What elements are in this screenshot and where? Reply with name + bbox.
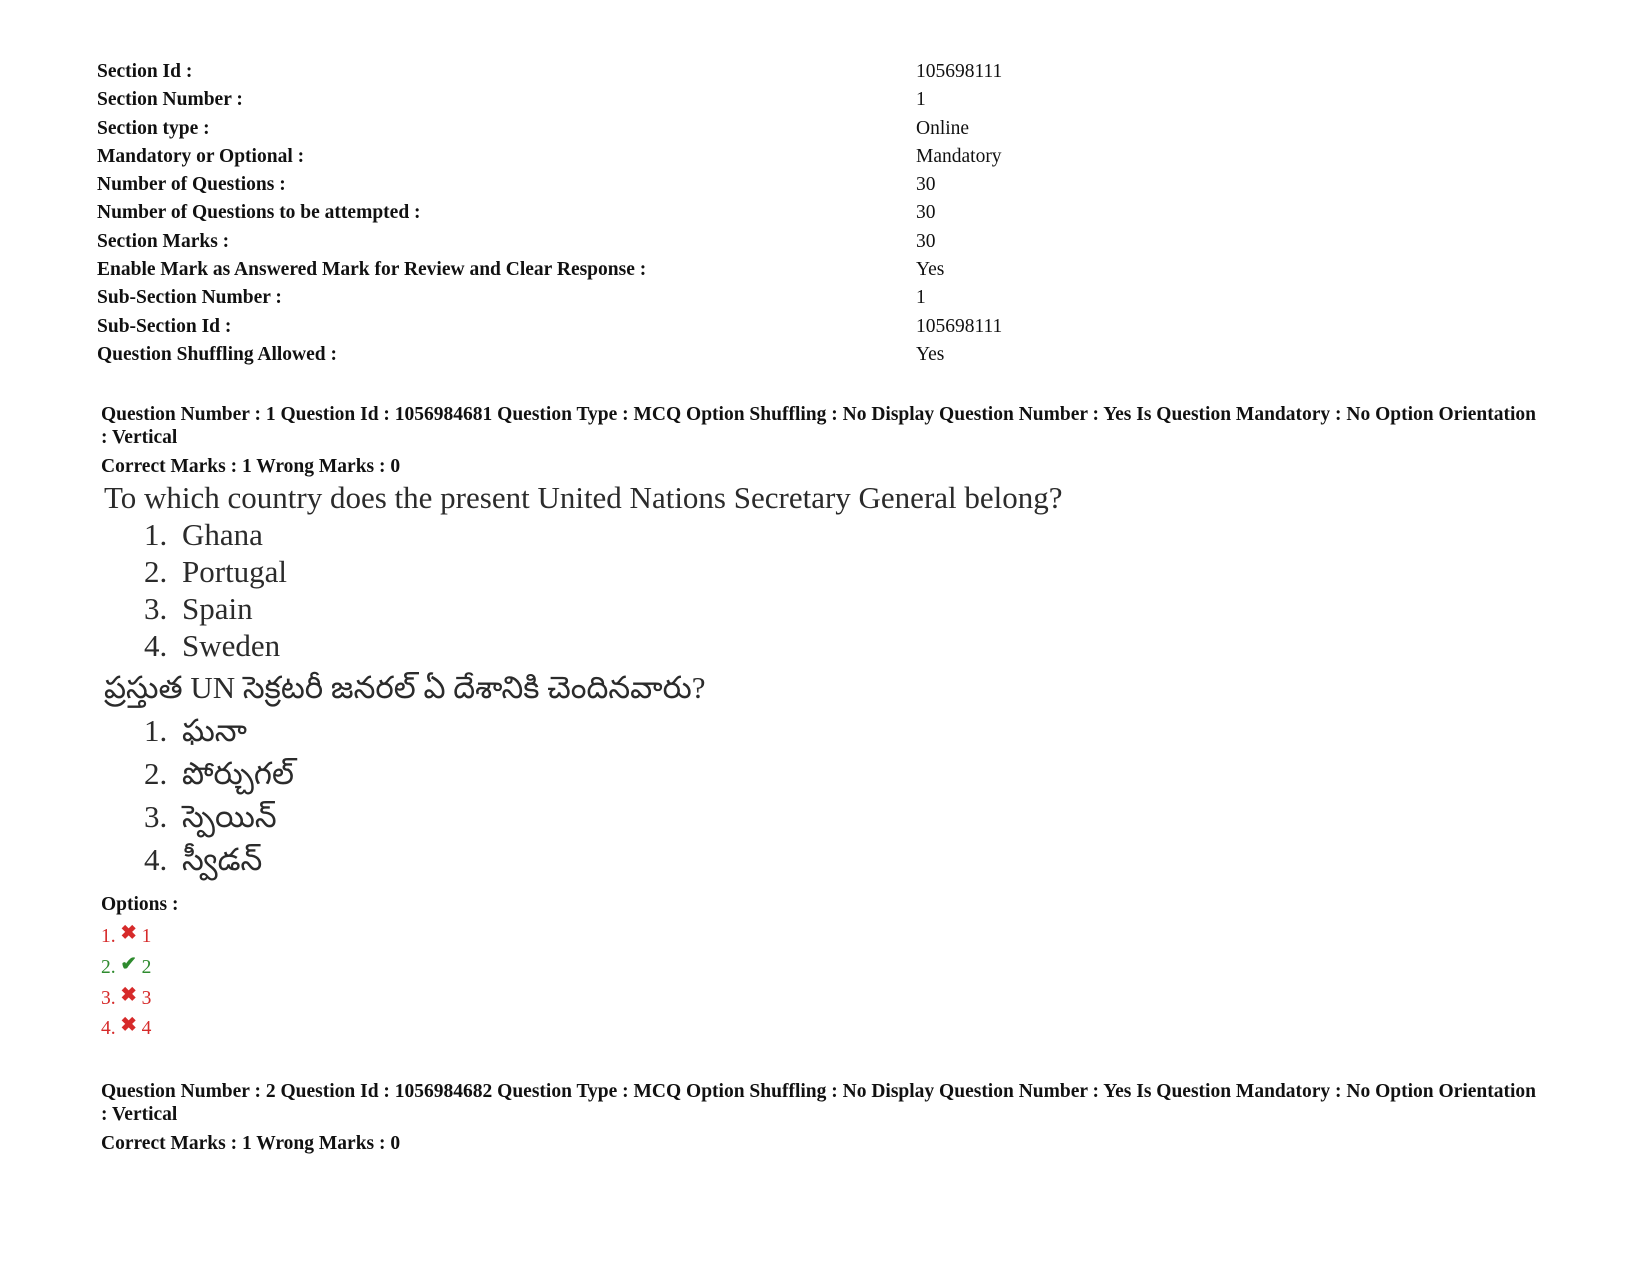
section-number-label: Section Number : (97, 89, 243, 111)
section-marks-label: Section Marks : (97, 230, 230, 252)
option-english-4 (144, 628, 280, 664)
attempt-count-row (97, 199, 1497, 227)
answer-option-2 (101, 955, 151, 979)
answer-option-1 (101, 924, 151, 948)
question-2-marks: Correct Marks : 1 Wrong Marks : 0 (101, 1133, 401, 1154)
question-1-header: Question Number : 1 Question Id : 1056984681 Question Type : MCQ Option Shuffling : No Display Question Number : Yes Is Question Mandatory : No Option Orientation : Vertical (101, 404, 1537, 448)
answer-option-4 (101, 1016, 151, 1040)
option-english-2 (144, 554, 287, 590)
section-number-row (97, 86, 1497, 114)
enable-mark-value: Yes (916, 259, 945, 281)
subsection-number-value: 1 (916, 287, 926, 309)
subsection-number-row (97, 284, 1497, 312)
option-text: Portugal (182, 554, 288, 589)
enable-mark-row (97, 256, 1497, 284)
answer-number: 1. (101, 926, 116, 947)
option-text: Spain (182, 591, 253, 626)
option-telugu-1 (144, 713, 247, 756)
question-2-info (101, 1080, 1541, 1158)
question-1-info (101, 403, 1541, 481)
mandatory-label: Mandatory or Optional : (97, 145, 305, 167)
wrong-cross-icon: ✖ (120, 923, 137, 944)
section-marks-row (97, 228, 1497, 256)
question-1-content (104, 480, 1204, 890)
question-2-header: Question Number : 2 Question Id : 1056984682 Question Type : MCQ Option Shuffling : No Display Question Number : Yes Is Question Mandatory : No Option Orientation : Vertical (101, 1081, 1537, 1125)
shuffling-label: Question Shuffling Allowed : (97, 343, 338, 365)
option-english-1 (144, 517, 263, 553)
option-telugu-4 (144, 842, 262, 885)
mandatory-value: Mandatory (916, 145, 1002, 167)
attempt-count-value: 30 (916, 202, 936, 224)
option-number: 1. (144, 713, 168, 748)
answer-value: 2 (141, 957, 152, 978)
option-number: 4. (144, 842, 168, 877)
section-type-row (97, 115, 1497, 143)
answer-option-3 (101, 986, 151, 1010)
option-number: 3. (144, 799, 168, 834)
option-telugu-2 (144, 756, 294, 799)
option-text: Ghana (182, 517, 263, 552)
section-id-value: 105698111 (916, 61, 1003, 82)
answer-value: 1 (141, 926, 152, 947)
question-1-marks: Correct Marks : 1 Wrong Marks : 0 (101, 456, 401, 477)
option-number: 4. (144, 628, 168, 663)
answer-number: 4. (101, 1018, 116, 1039)
section-id-row (97, 58, 1497, 86)
section-info (97, 58, 1497, 369)
option-telugu-3 (144, 799, 277, 842)
shuffling-row (97, 341, 1497, 369)
section-marks-value: 30 (916, 230, 936, 252)
question-count-value: 30 (916, 174, 936, 196)
subsection-number-label: Sub-Section Number : (97, 287, 282, 309)
attempt-count-label: Number of Questions to be attempted : (97, 202, 421, 224)
correct-check-icon: ✔ (120, 954, 137, 975)
option-number: 3. (144, 591, 168, 626)
shuffling-value: Yes (916, 343, 945, 365)
options-heading: Options : (101, 894, 179, 915)
answer-value: 3 (141, 988, 152, 1009)
enable-mark-label: Enable Mark as Answered Mark for Review and Clear Response : (97, 259, 647, 281)
wrong-cross-icon: ✖ (120, 985, 137, 1006)
answer-number: 2. (101, 957, 116, 978)
option-number: 2. (144, 756, 168, 791)
answer-value: 4 (141, 1018, 152, 1039)
wrong-cross-icon: ✖ (120, 1015, 137, 1036)
option-text: Sweden (182, 628, 281, 663)
option-text: స్పెయిన్ (182, 799, 277, 834)
question-text-english: To which country does the present United Nations Secretary General belong? (104, 480, 1063, 515)
subsection-id-value: 105698111 (916, 315, 1003, 337)
section-id-label: Section Id : (97, 61, 193, 82)
mandatory-row (97, 143, 1497, 171)
question-count-label: Number of Questions : (97, 174, 286, 196)
option-text: పోర్చుగల్ (182, 756, 294, 791)
subsection-id-label: Sub-Section Id : (97, 315, 232, 337)
answer-number: 3. (101, 988, 116, 1009)
option-number: 2. (144, 554, 168, 589)
section-type-label: Section type : (97, 117, 210, 139)
section-number-value: 1 (916, 89, 926, 111)
question-text-telugu: ప్రస్తుత UN సెక్రటరీ జనరల్ ఏ దేశానికి చెందినవారు? (104, 670, 706, 705)
section-type-value: Online (916, 117, 970, 139)
option-text: స్వీడన్ (182, 842, 263, 877)
option-english-3 (144, 591, 253, 627)
question-count-row (97, 171, 1497, 199)
option-text: ఘనా (182, 713, 248, 748)
subsection-id-row (97, 313, 1497, 341)
option-number: 1. (144, 517, 168, 552)
